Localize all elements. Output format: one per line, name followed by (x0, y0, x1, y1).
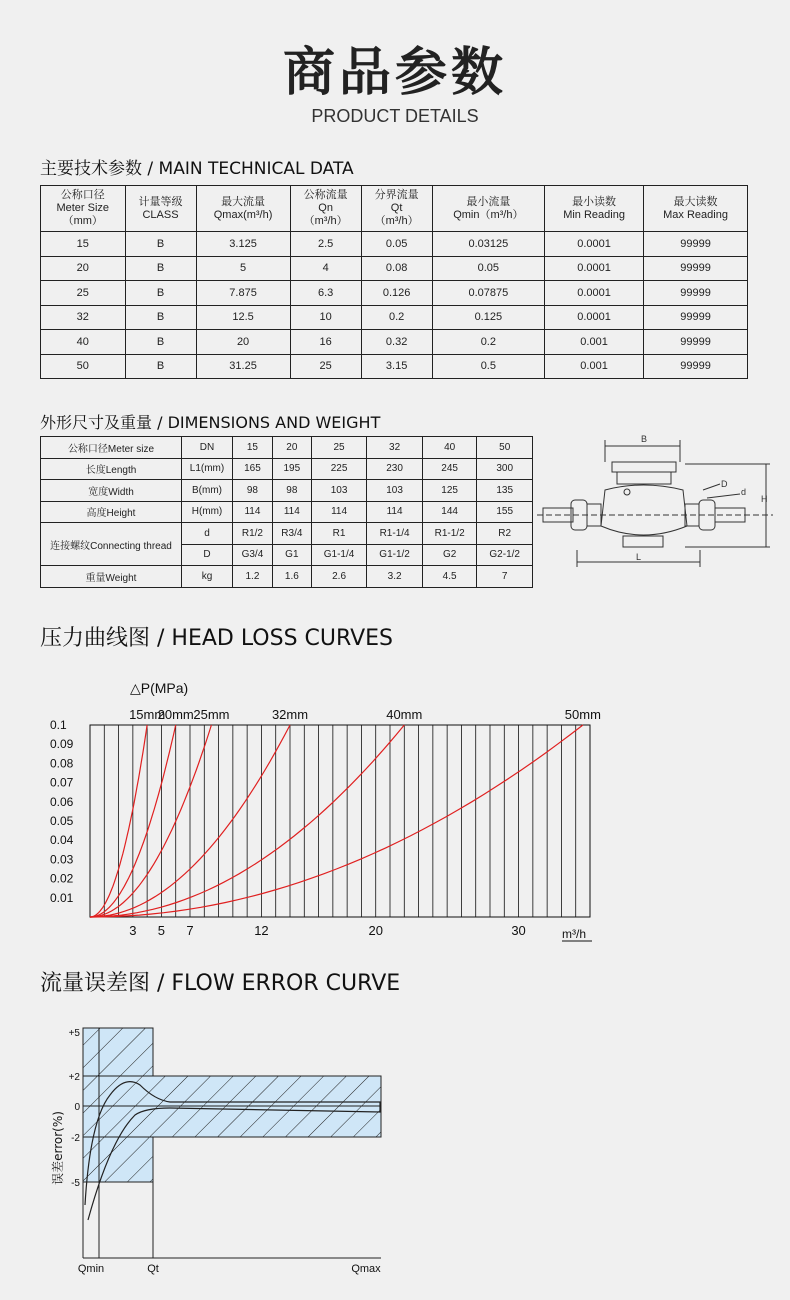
table-cell: 0.07875 (432, 281, 544, 306)
table-cell: 公称口径Meter size (41, 437, 182, 459)
table-cell: 50 (41, 354, 126, 379)
head-loss-curves (90, 725, 583, 917)
table-cell: B (125, 305, 196, 330)
y-tick-label: 0.02 (50, 871, 74, 886)
head-loss-y-ticks (50, 718, 74, 905)
table-cell: 3.2 (367, 566, 423, 588)
y-tick-label: 0.09 (50, 737, 74, 752)
table-header-cell (196, 186, 290, 232)
header-line: 公称流量 (303, 189, 348, 201)
table-cell: 99999 (644, 305, 748, 330)
series-label: 50mm (564, 707, 601, 722)
head-loss-grid (90, 725, 590, 917)
table-cell: 0.0001 (545, 281, 644, 306)
table-cell: 高度Height (41, 501, 182, 523)
water-meter-drawing (535, 432, 775, 582)
dimension-label-b: B (641, 434, 648, 444)
table-header-cell (545, 186, 644, 232)
table-cell: 32 (41, 305, 126, 330)
table-cell: 3.15 (361, 354, 432, 379)
table-cell: R3/4 (272, 523, 311, 545)
table-cell: 20 (272, 437, 311, 459)
flow-error-y-ticks (69, 1028, 81, 1189)
dimension-label-d-inner: d (741, 487, 747, 497)
table-cell: 98 (233, 480, 273, 502)
table-header-cell (290, 186, 361, 232)
header-line: （m³/h） (374, 215, 419, 227)
header-line: 最小读数 (572, 195, 617, 208)
section-title-head-loss: 压力曲线图 / HEAD LOSS CURVES (40, 626, 393, 651)
table-row (41, 232, 748, 257)
section-title-dimensions: 外形尺寸及重量 / DIMENSIONS AND WEIGHT (40, 413, 381, 432)
series-label: 40mm (386, 707, 423, 722)
table-cell: 4.5 (422, 566, 477, 588)
table-cell: G3/4 (233, 544, 273, 566)
header-line: Meter Size (56, 202, 110, 214)
table-cell: 15 (41, 232, 126, 257)
table-cell: R2 (477, 523, 533, 545)
table-header-row (41, 186, 748, 232)
table-cell: 135 (477, 480, 533, 502)
table-cell: 20 (41, 256, 126, 281)
table-cell: 0.5 (432, 354, 544, 379)
table-cell: 25 (41, 281, 126, 306)
header-line: Qn (318, 202, 333, 214)
y-tick-label: 0.06 (50, 794, 74, 809)
table-cell: 3.125 (196, 232, 290, 257)
y-tick-label: 0.03 (50, 852, 74, 867)
y-tick-label: -2 (71, 1133, 80, 1144)
header-line: CLASS (142, 208, 179, 221)
table-cell: 0.05 (361, 232, 432, 257)
table-cell: 155 (477, 501, 533, 523)
table-cell: 50 (477, 437, 533, 459)
table-cell: 230 (367, 458, 423, 480)
head-loss-curve (90, 725, 583, 917)
header-line: Qmax(m³/h) (213, 208, 273, 221)
table-cell: 0.03125 (432, 232, 544, 257)
table-cell: 31.25 (196, 354, 290, 379)
y-tick-label: 0.08 (50, 756, 74, 771)
section-title-main-data: 主要技术参数 / MAIN TECHNICAL DATA (40, 159, 354, 179)
table-cell: 1.6 (272, 566, 311, 588)
table-cell: B (125, 330, 196, 355)
table-cell: 99999 (644, 330, 748, 355)
header-line: 公称口径 (60, 189, 105, 201)
main-technical-table (40, 185, 748, 379)
table-cell: D (182, 544, 233, 566)
x-tick-label: 20 (368, 923, 383, 938)
table-cell: B (125, 354, 196, 379)
table-row (41, 501, 533, 523)
table-cell: 114 (233, 501, 273, 523)
table-header-cell (41, 186, 126, 232)
table-cell: 6.3 (290, 281, 361, 306)
table-row (41, 523, 533, 545)
y-tick-label: +5 (68, 1028, 80, 1039)
table-header-cell (361, 186, 432, 232)
table-cell: 15 (233, 437, 273, 459)
table-row (41, 330, 748, 355)
table-cell: 114 (272, 501, 311, 523)
table-row (41, 437, 533, 459)
page-subtitle: PRODUCT DETAILS (311, 106, 479, 126)
x-tick-label: 30 (511, 923, 526, 938)
table-cell: 0.32 (361, 330, 432, 355)
table-cell: 40 (422, 437, 477, 459)
table-cell: 0.2 (361, 305, 432, 330)
table-cell: G2-1/2 (477, 544, 533, 566)
table-cell: 99999 (644, 232, 748, 257)
y-tick-label: +2 (68, 1072, 80, 1083)
table-cell: 99999 (644, 281, 748, 306)
table-cell: 7 (477, 566, 533, 588)
table-cell: 195 (272, 458, 311, 480)
header-line: Qt (390, 202, 403, 214)
series-label: 25mm (193, 707, 230, 722)
table-cell: 165 (233, 458, 273, 480)
header-line: 分界流量 (374, 189, 419, 201)
y-tick-label: -5 (71, 1178, 80, 1189)
table-cell: 114 (367, 501, 423, 523)
table-header-cell (432, 186, 544, 232)
table-cell: R1-1/2 (422, 523, 477, 545)
table-cell: G1-1/2 (367, 544, 423, 566)
x-tick-label: 3 (129, 923, 137, 938)
dimension-label-l: L (636, 552, 642, 562)
table-cell: kg (182, 566, 233, 588)
table-header-cell (644, 186, 748, 232)
table-cell: 宽度Width (41, 480, 182, 502)
table-cell: 0.125 (432, 305, 544, 330)
flow-error-y-label: 误差error(%) (51, 1111, 65, 1185)
table-cell: 225 (311, 458, 367, 480)
table-cell: G1-1/4 (311, 544, 367, 566)
table-cell: 0.05 (432, 256, 544, 281)
table-cell: 103 (367, 480, 423, 502)
table-cell: 0.001 (545, 354, 644, 379)
head-loss-y-label: △P(MPa) (130, 680, 189, 696)
table-cell: 300 (477, 458, 533, 480)
header-line: 最小流量 (466, 195, 511, 208)
x-tick-label: 12 (254, 923, 269, 938)
table-row (41, 354, 748, 379)
dimensions-table (40, 436, 533, 588)
table-cell: 99999 (644, 354, 748, 379)
header-line: Min Reading (563, 208, 625, 221)
table-cell: DN (182, 437, 233, 459)
head-loss-x-label: m³/h (562, 927, 586, 941)
header-line: 最大流量 (221, 195, 266, 208)
table-cell: 0.0001 (545, 232, 644, 257)
table-cell: B(mm) (182, 480, 233, 502)
table-cell: B (125, 256, 196, 281)
table-row (41, 458, 533, 480)
head-loss-x-ticks (129, 923, 526, 938)
table-cell: 114 (311, 501, 367, 523)
y-tick-label: 0.01 (50, 890, 74, 905)
table-cell: 25 (290, 354, 361, 379)
section-title-flow-error: 流量误差图 / FLOW ERROR CURVE (40, 971, 401, 996)
series-label: 32mm (271, 707, 309, 722)
header-line: 最大读数 (673, 195, 718, 208)
table-cell: 144 (422, 501, 477, 523)
table-cell: G1 (272, 544, 311, 566)
table-cell: 7.875 (196, 281, 290, 306)
table-cell: 20 (196, 330, 290, 355)
table-cell: 245 (422, 458, 477, 480)
table-cell: 40 (41, 330, 126, 355)
table-cell: 0.126 (361, 281, 432, 306)
table-cell: 1.2 (233, 566, 273, 588)
header-line: （mm） (62, 215, 103, 227)
table-cell: 103 (311, 480, 367, 502)
table-cell: d (182, 523, 233, 545)
header-line: Max Reading (663, 208, 728, 221)
x-tick-label: Qmax (351, 1263, 381, 1275)
table-cell: 重量Weight (41, 566, 182, 588)
x-tick-label: 5 (157, 923, 166, 938)
table-cell: 16 (290, 330, 361, 355)
table-cell: 连接螺纹Connecting thread (41, 523, 182, 566)
table-cell: 长度Length (41, 458, 182, 480)
series-label: 20mm (157, 707, 194, 722)
table-cell: G2 (422, 544, 477, 566)
table-cell: H(mm) (182, 501, 233, 523)
table-cell: 12.5 (196, 305, 290, 330)
y-tick-label: 0.04 (50, 833, 74, 848)
table-cell: 0.08 (361, 256, 432, 281)
y-tick-label: 0 (74, 1102, 80, 1113)
dimension-label-d-outer: D (721, 479, 728, 489)
header-line: 计量等级 (138, 195, 183, 208)
table-row (41, 480, 533, 502)
y-tick-label: 0.07 (50, 775, 74, 790)
table-cell: 10 (290, 305, 361, 330)
table-row (41, 305, 748, 330)
table-cell: B (125, 281, 196, 306)
x-tick-label: 7 (186, 923, 194, 938)
table-cell: 98 (272, 480, 311, 502)
y-tick-label: 0.1 (50, 718, 67, 732)
table-cell: L1(mm) (182, 458, 233, 480)
table-cell: 0.001 (545, 330, 644, 355)
table-cell: B (125, 232, 196, 257)
plot-frame (90, 725, 590, 917)
table-row (41, 566, 533, 588)
table-row (41, 256, 748, 281)
table-cell: 0.2 (432, 330, 544, 355)
table-cell: 0.0001 (545, 256, 644, 281)
table-cell: R1 (311, 523, 367, 545)
table-cell: 25 (311, 437, 367, 459)
y-tick-label: 0.05 (50, 814, 74, 828)
table-cell: 5 (196, 256, 290, 281)
series-label: 15mm (129, 707, 166, 722)
table-cell: 2.6 (311, 566, 367, 588)
table-cell: R1-1/4 (367, 523, 423, 545)
flow-error-x-ticks (78, 1263, 381, 1275)
header-line: （m³/h） (303, 215, 348, 227)
table-row (41, 281, 748, 306)
table-cell: R1/2 (233, 523, 273, 545)
head-loss-chart (40, 675, 660, 950)
page-title: 商品参数 (282, 43, 507, 103)
x-tick-label: Qmin (77, 1263, 105, 1275)
table-cell: 2.5 (290, 232, 361, 257)
table-cell: 125 (422, 480, 477, 502)
flow-error-chart (40, 1020, 400, 1275)
table-cell: 0.0001 (545, 305, 644, 330)
head-loss-series-labels (129, 707, 601, 722)
table-cell: 99999 (644, 256, 748, 281)
dimension-label-h: H (761, 494, 768, 504)
x-tick-label: Qt (147, 1263, 159, 1275)
header-line: Qmin（m³/h） (453, 208, 524, 221)
table-cell: 4 (290, 256, 361, 281)
table-cell: 32 (367, 437, 423, 459)
table-header-cell (125, 186, 196, 232)
